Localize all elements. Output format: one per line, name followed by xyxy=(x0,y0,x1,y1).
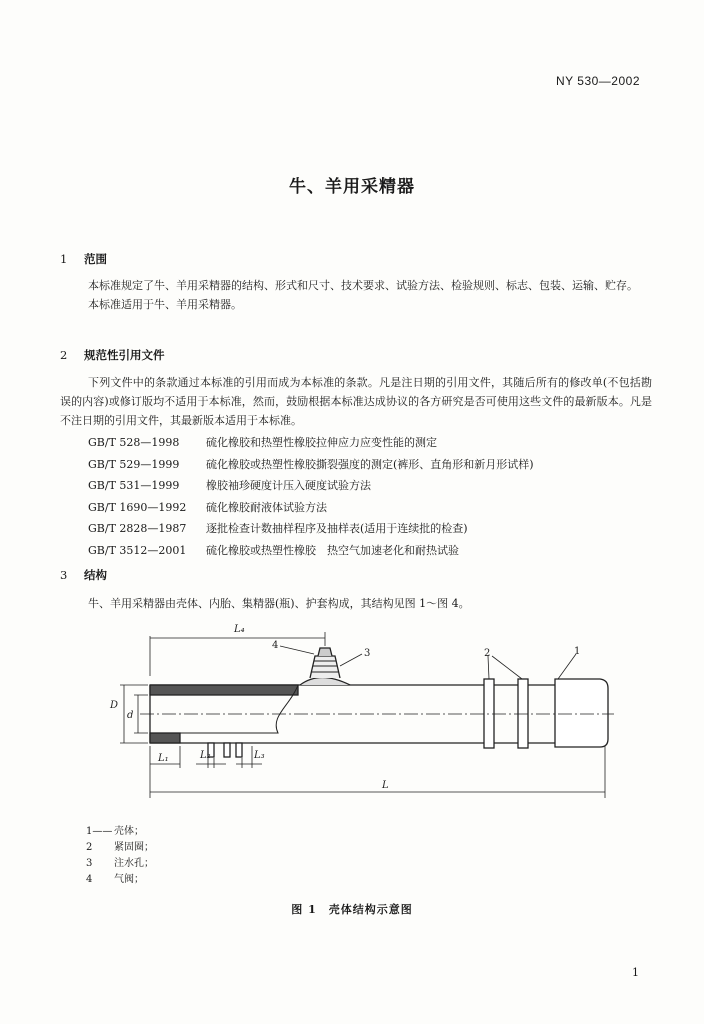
label-L3: L₃ xyxy=(254,750,265,761)
reference-item xyxy=(88,540,534,562)
reference-title: 硫化橡胶或热塑性橡胶 热空气加速老化和耐热试验 xyxy=(206,543,459,557)
page-number: 1 xyxy=(632,966,639,979)
section-1-title: 范围 xyxy=(84,252,107,266)
document-code: NY 530—2002 xyxy=(556,74,641,88)
legend-key: 1—— xyxy=(86,826,113,837)
valve-top xyxy=(318,648,332,656)
reference-list xyxy=(88,432,534,561)
legend-key: 4 xyxy=(86,874,93,885)
section-2-paragraph-1: 下列文件中的条款通过本标准的引用而成为本标准的条款。凡是注日期的引用文件，其随后所有的修改单(不包括勘误的内容)或修订版均不适用于本标准，然而，鼓励根据本标准达成协议的各方研究是否可使用这些文件的最新版本。凡是不注日期的引用文件，其最新版本适用于本标准。 xyxy=(60,376,652,427)
section-3-heading xyxy=(60,567,107,583)
water-inlet-stub-2 xyxy=(224,743,230,757)
section-2-title: 规范性引用文件 xyxy=(84,348,165,362)
section-3-paragraph-1: 牛、羊用采精器由壳体、内胎、集精器(瓶)、护套构成，其结构见图 1～图 4。 xyxy=(88,597,470,610)
shell-wall-section-bottom xyxy=(150,733,180,743)
reference-item xyxy=(88,475,534,497)
dimension-L xyxy=(150,746,605,798)
reference-code: GB/T 531—1999 xyxy=(88,479,180,492)
leader-1 xyxy=(558,654,576,679)
legend-item xyxy=(86,840,154,856)
reference-title: 硫化橡胶耐液体试验方法 xyxy=(206,500,327,514)
page-title: 牛、羊用采精器 xyxy=(289,177,415,197)
shell-end-cap xyxy=(555,679,608,747)
leader-2 xyxy=(488,656,522,679)
reference-title: 逐批检查计数抽样程序及抽样表(适用于连续批的检查) xyxy=(206,522,468,535)
section-2-body xyxy=(60,373,652,430)
section-1-body xyxy=(60,276,652,314)
leader-3 xyxy=(340,654,362,666)
section-1-paragraph-1: 本标准规定了牛、羊用采精器的结构、形式和尺寸、技术要求、试验方法、检验规则、标志、包装、运输、贮存。 xyxy=(88,279,638,292)
legend-text: 壳体； xyxy=(114,826,144,837)
label-L2: L₂ xyxy=(200,750,211,761)
legend-key: 3 xyxy=(86,858,93,869)
reference-code: GB/T 529—1999 xyxy=(88,457,180,471)
reference-code: GB/T 3512—2001 xyxy=(88,543,187,557)
leader-4 xyxy=(280,646,314,654)
valve-body xyxy=(310,656,340,678)
figure-legend xyxy=(86,824,154,888)
legend-text: 紧固圈； xyxy=(114,842,154,853)
reference-item xyxy=(88,432,534,454)
section-3-body xyxy=(60,594,652,613)
section-1-heading xyxy=(60,251,107,267)
legend-item xyxy=(86,872,154,888)
legend-key: 2 xyxy=(86,842,93,853)
reference-title: 硫化橡胶或热塑性橡胶撕裂强度的测定(裤形、直角形和新月形试样) xyxy=(206,457,534,471)
section-2-heading xyxy=(60,347,165,363)
shell-structure-figure xyxy=(100,616,620,812)
legend-text: 气阀； xyxy=(114,874,144,885)
label-L1: L₁ xyxy=(158,753,169,764)
section-3-title: 结构 xyxy=(84,568,107,582)
fastening-ring-1 xyxy=(484,679,494,748)
reference-item xyxy=(88,454,534,476)
section-1-number: 1 xyxy=(60,252,68,266)
section-2-number: 2 xyxy=(60,348,68,362)
label-D: D xyxy=(110,700,119,711)
figure-caption: 图 1 壳体结构示意图 xyxy=(291,903,413,916)
reference-title: 橡胶袖珍硬度计压入硬度试验方法 xyxy=(206,479,371,492)
label-item-3: 3 xyxy=(364,648,371,659)
dimension-L4 xyxy=(150,632,325,676)
section-3-number: 3 xyxy=(60,568,68,582)
reference-code: GB/T 2828—1987 xyxy=(88,522,187,535)
section-1-paragraph-2: 本标准适用于牛、羊用采精器。 xyxy=(88,298,242,311)
valve-base xyxy=(300,678,350,686)
water-inlet-stub-3 xyxy=(236,743,242,757)
label-item-1: 1 xyxy=(574,646,581,657)
label-item-2: 2 xyxy=(484,648,491,659)
label-L4: L₄ xyxy=(234,624,245,635)
label-item-4: 4 xyxy=(272,640,279,651)
shell-wall-section-top xyxy=(150,685,298,695)
reference-title: 硫化橡胶和热塑性橡胶拉伸应力应变性能的测定 xyxy=(206,436,437,449)
reference-code: GB/T 528—1998 xyxy=(88,436,180,449)
label-d: d xyxy=(127,710,134,721)
legend-item xyxy=(86,824,154,840)
legend-item xyxy=(86,856,154,872)
reference-item xyxy=(88,497,534,519)
label-L: L xyxy=(382,780,389,791)
fastening-ring-2 xyxy=(518,679,528,748)
reference-item xyxy=(88,518,534,540)
legend-text: 注水孔； xyxy=(114,858,154,869)
reference-code: GB/T 1690—1992 xyxy=(88,500,187,514)
